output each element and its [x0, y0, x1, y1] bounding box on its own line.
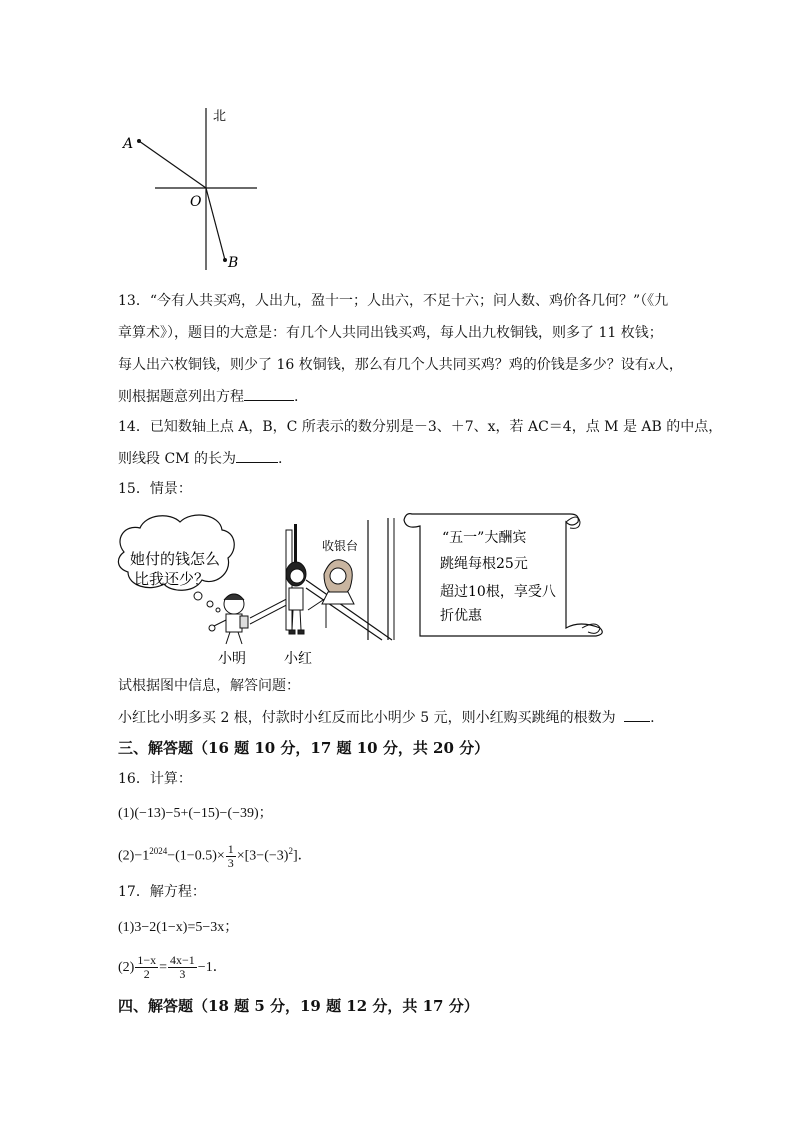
- q17-part2-label: (2): [118, 960, 135, 975]
- q13-line3-post: 人，: [654, 357, 683, 373]
- cashier-label: 收银台: [322, 539, 359, 553]
- q13-variable-x: x: [648, 358, 655, 373]
- q13-line4: [118, 386, 298, 407]
- boy-figure: [209, 594, 248, 644]
- ray-oa: [139, 141, 206, 188]
- q16-square: 2: [288, 846, 293, 856]
- section4-heading: 四、解答题（18 题 5 分，19 题 12 分，共 17 分）: [118, 997, 479, 1015]
- point-b: [223, 258, 227, 262]
- point-a-label: A: [123, 136, 134, 152]
- girl-label: 小红: [284, 651, 312, 667]
- point-o-label: O: [190, 194, 202, 210]
- sign-line3: 超过10根，享受八: [440, 584, 556, 600]
- q14-line2-text: 则线段 CM 的长为: [118, 451, 236, 467]
- q13-answer-blank[interactable]: [244, 386, 294, 401]
- q15-question: [118, 707, 655, 728]
- q14-line2: [118, 448, 282, 469]
- sign-line4: 折优惠: [440, 608, 482, 624]
- ray-ob: [206, 188, 225, 260]
- q15-question-end: .: [650, 710, 655, 726]
- bubble-text-line2: 比我还少？: [134, 570, 210, 588]
- q16-exponent: 2024: [149, 846, 168, 856]
- q15-question-text: 小红比小明多买 2 根，付款时小红反而比小明少 5 元，则小红购买跳绳的根数为: [118, 710, 616, 726]
- q15-scene-illustration: [110, 500, 610, 670]
- compass-diagram: [115, 100, 275, 275]
- fraction-right: $\frac{4x-1}{3}$: [170, 953, 195, 982]
- point-a: [137, 139, 141, 143]
- q14-line2-end: .: [277, 451, 283, 467]
- thought-dot: [194, 592, 202, 600]
- q17-part2: (2) $\frac{1-x}{2}$ = $\frac{4x-1}{3}$ −1．: [118, 953, 227, 982]
- section3-heading: 三、解答题（16 题 10 分，17 题 10 分，共 20 分）: [118, 739, 490, 757]
- q15-prompt: 试根据图中信息，解答问题：: [118, 678, 300, 694]
- q13-line4-text: 则根据题意列出方程: [118, 389, 244, 405]
- q16-title: 16．计算：: [118, 771, 192, 787]
- cashier-figure: [322, 560, 354, 604]
- q13-line2: 章算术》），题目的大意是：有几个人共同出钱买鸡，每人出九枚铜钱，则多了 11 枚钱；: [118, 325, 663, 341]
- q13-line3: [118, 355, 683, 376]
- thought-dot: [216, 608, 220, 612]
- q15-answer-blank[interactable]: [624, 707, 650, 722]
- q13-line4-end: .: [294, 389, 299, 405]
- q17-part2-tail: −1．: [197, 960, 227, 975]
- sign-line2: 跳绳每根25元: [440, 556, 528, 572]
- north-label: 北: [213, 109, 227, 124]
- q17-title: 17．解方程：: [118, 884, 206, 900]
- bubble-text-line1: 她付的钱怎么: [130, 550, 221, 568]
- q13-line3-pre: 每人出六枚铜钱，则少了 16 枚铜钱，那么有几个人共同买鸡？鸡的价钱是多少？设有: [118, 357, 649, 373]
- q14-answer-blank[interactable]: [236, 448, 278, 463]
- fraction-one-third: $\frac{1}{3}$: [227, 841, 234, 870]
- point-b-label: B: [228, 255, 239, 271]
- q15-title: 15．情景：: [118, 481, 192, 497]
- q16-part2-label: (2): [118, 848, 135, 864]
- sign-line1: “五一”大酬宾: [442, 530, 527, 546]
- q13-line1: 13．“今有人共买鸡，人出九，盈十一；人出六，不足十六；问人数、鸡价各几何？”（《九: [118, 293, 669, 309]
- q17-part1: (1)3−2(1−x)=5−3x；: [118, 920, 239, 935]
- q16-part1: (1)(−13)−5+(−15)−(−39)；: [118, 806, 273, 821]
- thought-dot: [207, 601, 213, 607]
- q14-line1: 14．已知数轴上点 A，B，C 所表示的数分别是－3、＋7、x，若 AC＝4，点 M 是 AB 的中点，: [118, 419, 723, 435]
- q16-part2: $(2)-1^{2024}-(1-0.5)\times$ $\frac{1}{3}$ $\times[3-(-3)^2]$．: [118, 841, 312, 870]
- fraction-left: $\frac{1-x}{2}$: [137, 953, 157, 982]
- boy-label: 小明: [218, 651, 246, 667]
